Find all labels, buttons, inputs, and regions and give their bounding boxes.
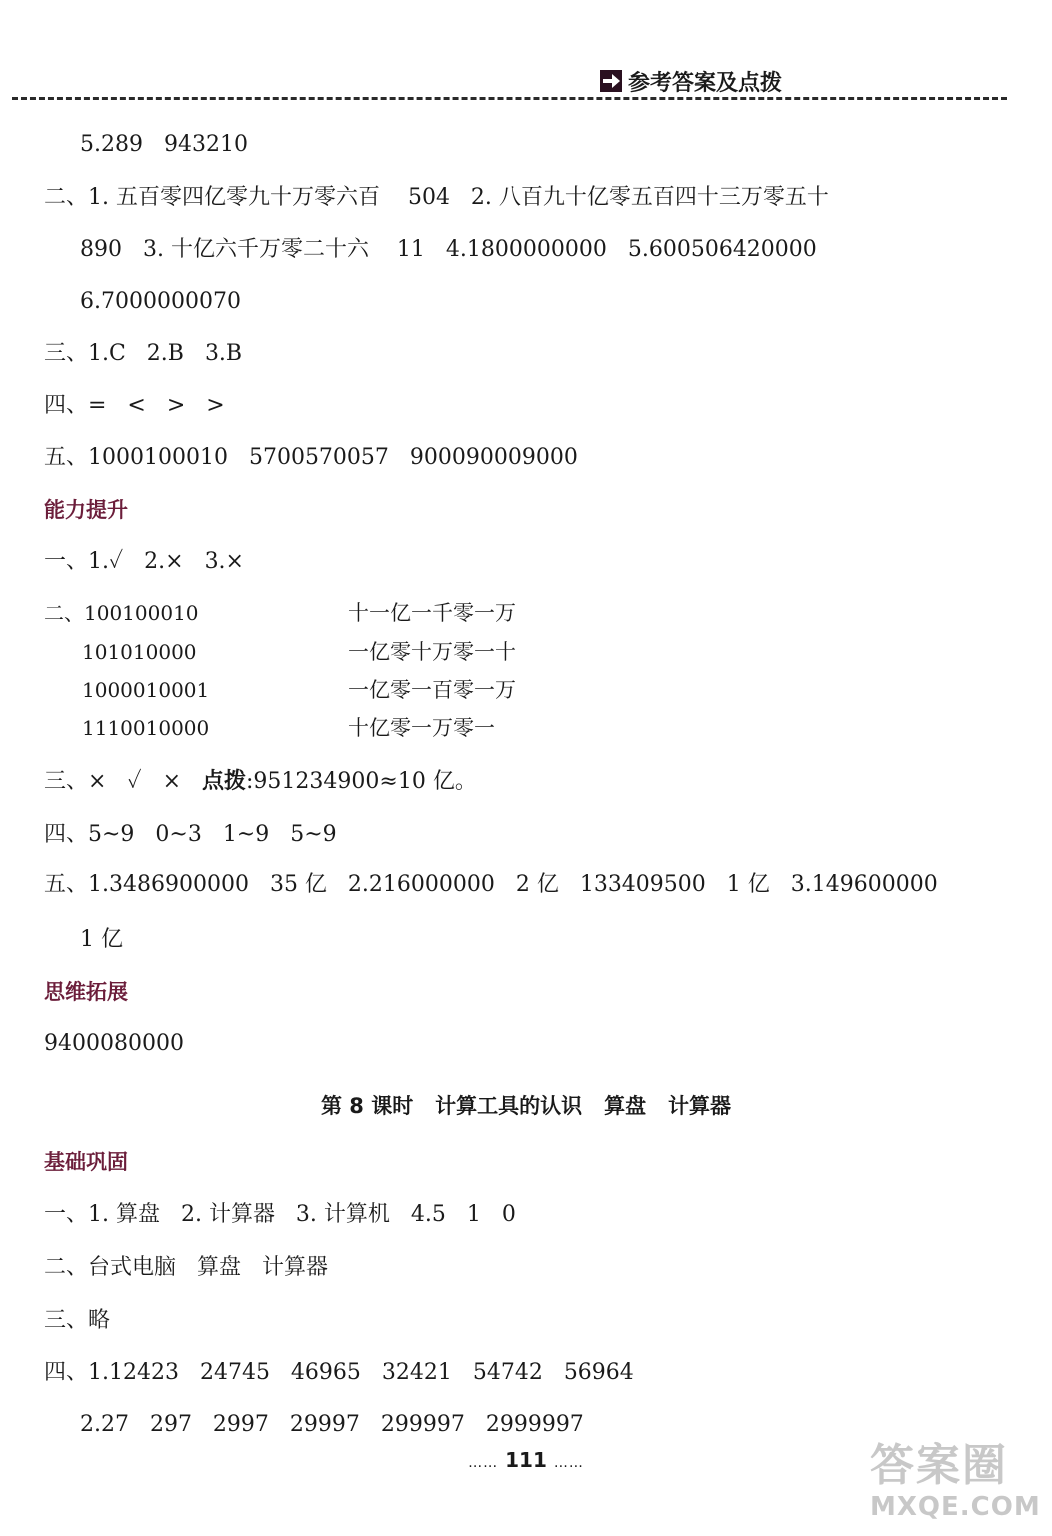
number-cell: 1110010000: [82, 716, 210, 740]
answer-marks: 三、× ✓ ×: [44, 769, 202, 794]
number-cell: 1000010001: [82, 678, 210, 702]
lesson-title: 第 8 课时 计算工具的认识 算盘 计算器: [320, 1094, 732, 1118]
hint-label: 点拨: [202, 769, 247, 794]
answer-line: [44, 767, 477, 797]
answer-line: 一、1.✓ 2.× 3.×: [44, 549, 244, 574]
answer-line: 2.27 297 2997 29997 299997 2999997: [80, 1412, 584, 1437]
section-heading: 思维拓展: [44, 980, 128, 1004]
footer-dots-right: ……: [553, 1455, 584, 1471]
answer-line: 五、1.3486900000 35 亿 2.216000000 2 亿 133409500 1 亿 3.149600000: [44, 872, 938, 897]
answer-line: 四、5~9 0~3 1~9 5~9: [44, 822, 337, 847]
section-heading: 能力提升: [44, 498, 128, 522]
words-cell: 一亿零十万零一十: [348, 640, 516, 664]
answer-line: 三、1.C 2.B 3.B: [44, 341, 243, 366]
answer-line: 四、= < > >: [44, 393, 225, 418]
watermark-url: MXQE.COM: [870, 1492, 1041, 1522]
answer-line: 五、1000100010 5700570057 900090009000: [44, 445, 578, 470]
watermark-text: 答案圈: [870, 1440, 1008, 1491]
arrow-icon: [600, 70, 622, 92]
answer-line: 一、1. 算盘 2. 计算器 3. 计算机 4.5 1 0: [44, 1202, 516, 1227]
answer-line: 四、1.12423 24745 46965 32421 54742 56964: [44, 1360, 634, 1385]
answer-line: 9400080000: [44, 1031, 184, 1056]
page-header: [600, 66, 782, 96]
header-divider: [12, 97, 1007, 100]
answer-line: 6.7000000070: [80, 289, 241, 314]
watermark-logo: [870, 1440, 1045, 1530]
answer-line: 1 亿: [80, 927, 123, 952]
footer-dots-left: ……: [468, 1455, 499, 1471]
number-cell: 101010000: [82, 640, 197, 664]
answer-line: 二、1. 五百零四亿零九十万零六百 504 2. 八百九十亿零五百四十三万零五十: [44, 185, 829, 210]
header-title: 参考答案及点拨: [628, 70, 783, 96]
answer-line: 5.289 943210: [80, 132, 248, 157]
answer-line: 二、台式电脑 算盘 计算器: [44, 1255, 328, 1280]
words-cell: 十亿零一万零一: [348, 716, 495, 740]
words-cell: 十一亿一千零一万: [348, 601, 516, 625]
words-cell: 一亿零一百零一万: [348, 678, 516, 702]
section-heading: 基础巩固: [44, 1150, 128, 1174]
answer-line: 890 3. 十亿六千万零二十六 11 4.1800000000 5.600506420000: [80, 237, 817, 262]
page-number: 111: [505, 1448, 547, 1472]
number-cell: 二、100100010: [44, 601, 199, 625]
hint-text: :951234900≈10 亿。: [246, 769, 477, 794]
answer-line: 三、略: [44, 1308, 111, 1333]
